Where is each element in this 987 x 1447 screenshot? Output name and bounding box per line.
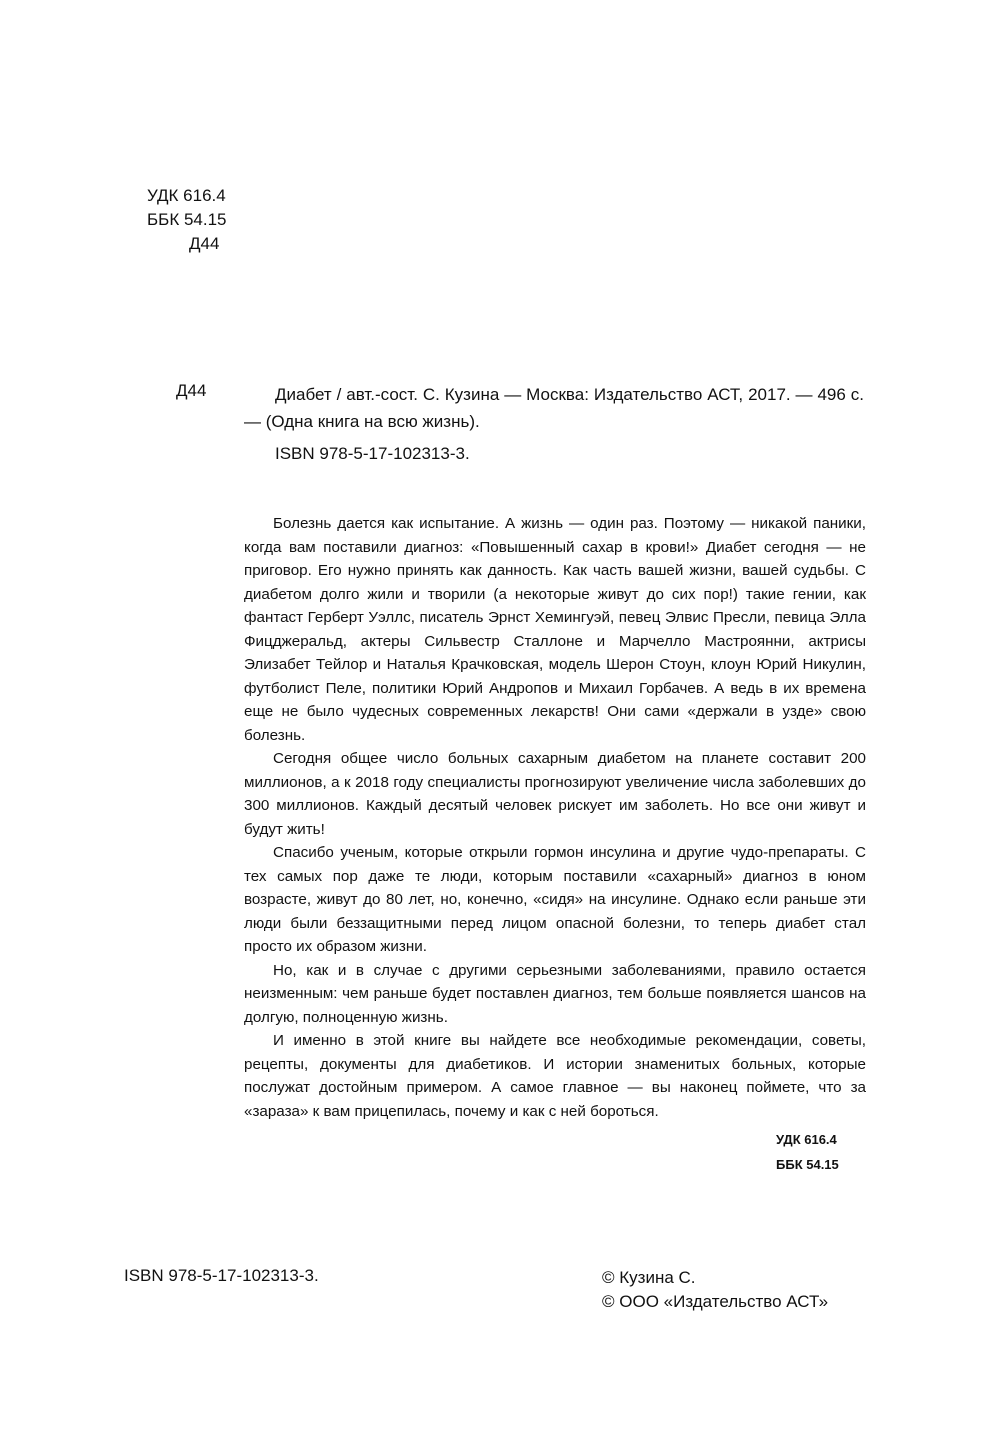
annotation-paragraph: Болезнь дается как испытание. А жизнь — один раз. Поэтому — никакой паники, когда вам поставили диагноз: «Повышенный сахар в крови!» Диабет сегодня — не приговор. Его нужно принять как данность. Как часть вашей жизни, вашей судьбы. С диабетом долго жили и творили (а некоторые живут до сих пор!) такие гении, как фантаст Герберт Уэллс, писатель Эрнст Хемингуэй, певец Элвис Пресли, певица Элла Фицджеральд, актеры Сильвестр Сталлоне и Марчелло Мастроянни, актрисы Элизабет Тейлор и Наталья Крачковская, модель Шерон Стоун, клоун Юрий Никулин, футболист Пеле, политики Юрий Андропов и Михаил Горбачев. А ведь в их времена еще не было чудесных современных лекарств! Они сами «держали в узде» свою болезнь. — [244, 515, 866, 744]
closing-bbk-code: ББК 54.15 — [776, 1157, 839, 1172]
copyright-publisher: © ООО «Издательство АСТ» — [602, 1292, 829, 1311]
annotation — [244, 512, 866, 1123]
annotation-paragraph: Сегодня общее число больных сахарным диабетом на планете составит 200 миллионов, а к 2018 году специалисты прогнозируют увеличение числа заболевших до 300 миллионов. Каждый десятый человек рискует им заболеть. Но все они живут и будут жить! — [244, 750, 866, 838]
author-mark: Д44 — [189, 234, 220, 253]
bbk-code: ББК 54.15 — [147, 210, 227, 229]
classification-codes — [147, 184, 226, 256]
footer-isbn: ISBN 978-5-17-102313-3. — [124, 1266, 319, 1285]
bibliographic-record — [244, 381, 864, 467]
bibliographic-author-mark: Д44 — [176, 381, 207, 400]
bibliographic-description: Диабет / авт.-сост. С. Кузина — Москва: Издательство АСТ, 2017. — 496 с. — (Одна книга на всю жизнь). — [244, 385, 864, 431]
copyright-author: © Кузина С. — [602, 1268, 696, 1287]
copyright-block — [602, 1266, 828, 1314]
closing-classification-codes — [776, 1127, 839, 1177]
bibliographic-isbn: ISBN 978-5-17-102313-3. — [275, 444, 470, 463]
annotation-paragraph: Спасибо ученым, которые открыли гормон инсулина и другие чудо-препараты. С тех самых пор даже те люди, которым поставили «сахарный» диагноз в юном возрасте, живут до 80 лет, но, конечно, «сидя» на инсулине. Однако если раньше эти люди были беззащитными перед лицом опасной болезни, то теперь диабет стал просто их образом жизни. — [244, 844, 866, 955]
udk-code: УДК 616.4 — [147, 186, 226, 205]
closing-udk-code: УДК 616.4 — [776, 1132, 837, 1147]
annotation-paragraph: И именно в этой книге вы найдете все необходимые рекомендации, советы, рецепты, документы для диабетиков. И истории знаменитых больных, которые послужат достойным примером. А самое главное — вы наконец поймете, что за «зараза» к вам прицепилась, почему и как с ней бороться. — [244, 1032, 866, 1120]
annotation-paragraph: Но, как и в случае с другими серьезными заболеваниями, правило остается неизменным: чем раньше будет поставлен диагноз, тем больше появляется шансов на долгую, полноценную жизнь. — [244, 961, 866, 1026]
